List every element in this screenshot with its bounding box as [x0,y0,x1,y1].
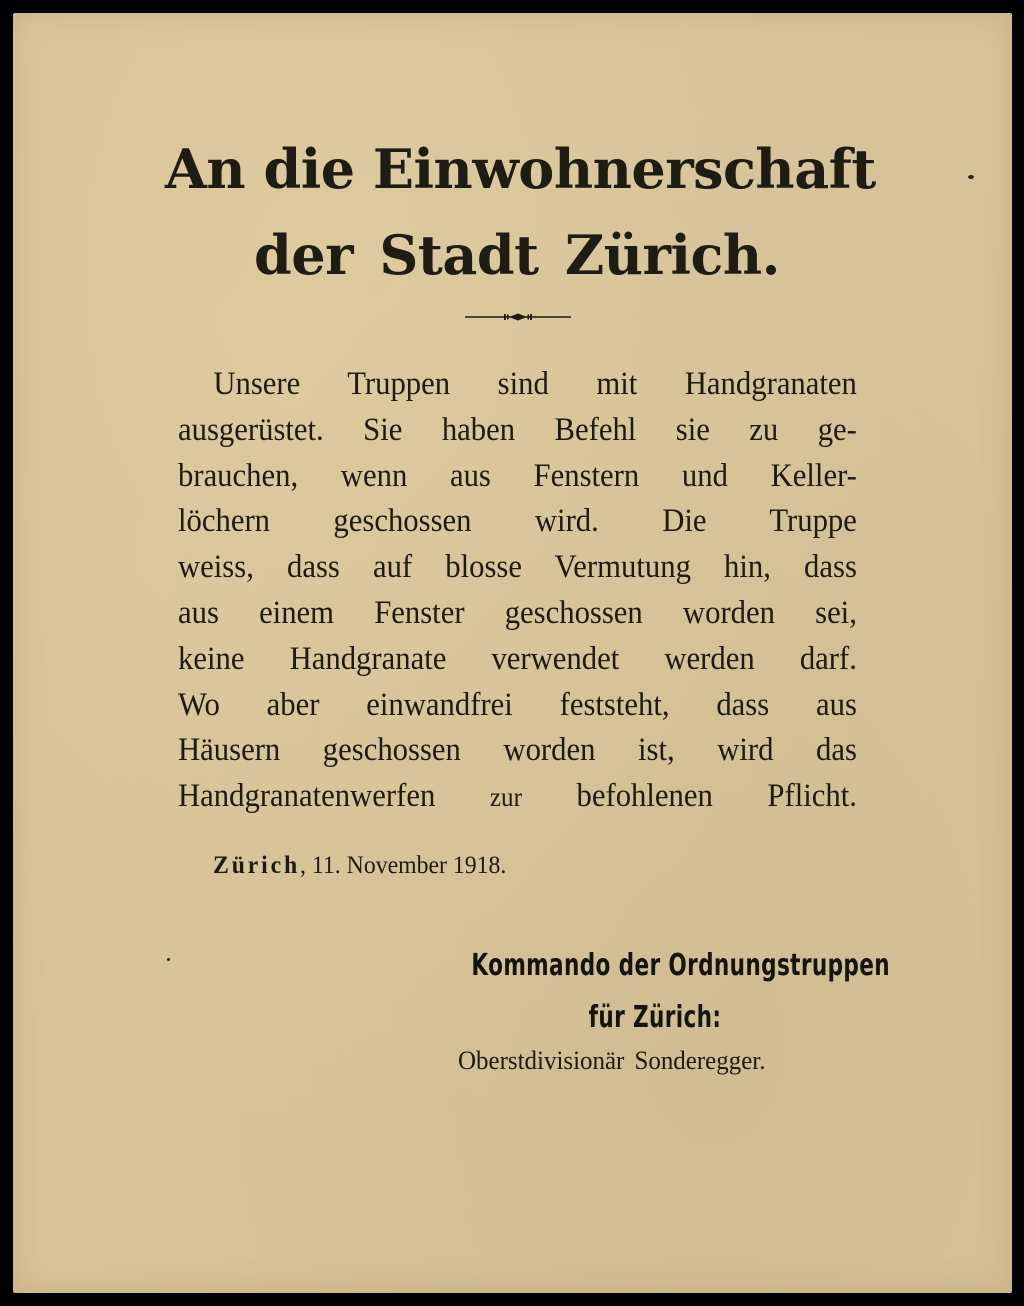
body-line: Wo aber einwandfrei feststeht, dass aus [178,686,857,723]
signature-name: Oberstdivisionär Sonderegger. [458,1046,766,1075]
dateline-date: , 11. November 1918. [300,852,507,879]
body-word: befohlenen Pflicht. [576,778,857,815]
title-line-1: An die Einwohnerschaft [165,137,876,201]
title-line-2: der Stadt Zürich. [254,223,780,287]
body-line: ausgerüstet. Sie haben Befehl sie zu ge- [178,411,857,448]
notice-body [178,362,857,821]
body-word: Handgranatenwerfen [178,778,436,815]
body-line: brauchen, wenn aus Fenstern und Keller- [178,457,857,494]
signature-org-line-1: Kommando der Ordnungstruppen [471,948,890,983]
body-line: keine Handgranate verwendet werden darf. [178,640,857,677]
body-line: Häusern geschossen worden ist, wird das [178,732,857,769]
body-line: löchern geschossen wird. Die Truppe [178,503,857,540]
page-title [165,126,876,298]
ornament-divider-icon [465,310,571,324]
paper-speck [167,958,170,961]
dateline-place: Zürich [213,852,301,879]
dateline [213,852,506,880]
signature-block [440,940,890,1044]
signature-org-line-2: für Zürich: [588,1000,722,1035]
body-line: Unsere Truppen sind mit Handgranaten [213,366,857,402]
body-line: aus einem Fenster geschossen worden sei, [178,594,857,631]
body-word-small: zur [489,782,522,813]
paper-speck [968,175,974,179]
body-line: weiss, dass auf blosse Vermutung hin, dass [178,549,857,586]
body-line-last [178,774,857,821]
